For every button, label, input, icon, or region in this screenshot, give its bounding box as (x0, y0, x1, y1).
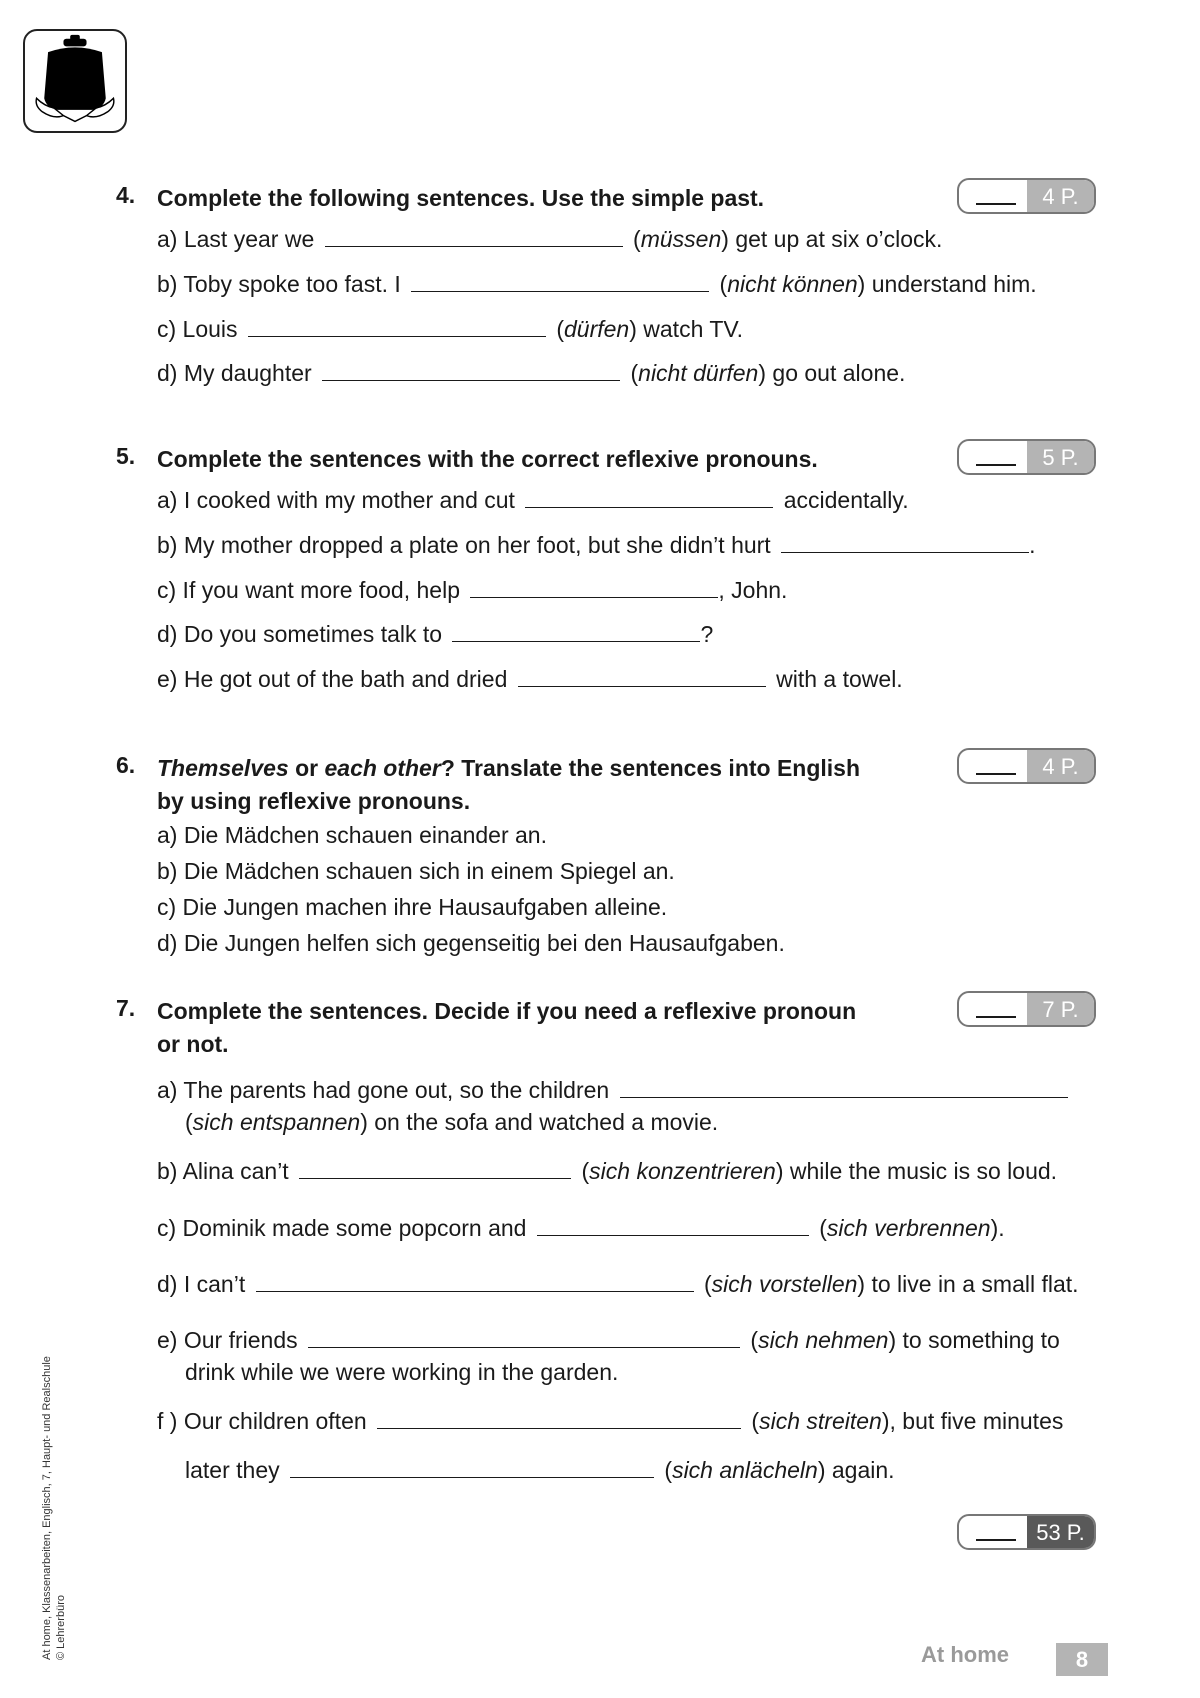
score-points: 4 P. (1027, 750, 1094, 782)
exercise-title: Complete the following sentences. Use the simple past. (157, 185, 765, 211)
item-text: b) Toby spoke too fast. I (157, 271, 401, 297)
exercise-5 (116, 443, 1096, 692)
exercise-header (116, 443, 1096, 476)
item-hint: sich verbrennen (826, 1215, 991, 1241)
score-box[interactable] (957, 991, 1096, 1027)
answer-blank[interactable] (518, 666, 766, 687)
total-score-box[interactable] (957, 1514, 1096, 1550)
item-text: e) Our friends (157, 1327, 298, 1353)
item-text: understand him. (871, 271, 1037, 297)
exercise-item: a) Die Mädchen schauen einander an. (157, 822, 547, 848)
exercise-header (116, 182, 1096, 215)
item-text: a) I cooked with my mother and cut (157, 487, 515, 513)
item-text: watch TV. (643, 316, 744, 342)
score-blank[interactable] (976, 773, 1016, 775)
answer-blank[interactable] (470, 577, 718, 598)
item-text: c) Dominik made some popcorn and (157, 1215, 527, 1241)
item-text: d) Do you sometimes talk to (157, 621, 443, 647)
title-text: or (295, 755, 319, 781)
exercise-title (157, 752, 927, 818)
title-term: Themselves (157, 755, 289, 781)
exercise-item (157, 621, 713, 648)
exercise-header (116, 995, 1096, 1061)
answer-blank[interactable] (377, 1408, 741, 1429)
title-text: by using reflexive pronouns. (157, 788, 471, 814)
item-text: e) He got out of the bath and dried (157, 666, 508, 692)
answer-blank[interactable] (308, 1327, 740, 1348)
exercise-item: c) Die Jungen machen ihre Hausaufgaben alleine. (157, 894, 668, 920)
answer-blank[interactable] (248, 316, 546, 337)
answer-blank[interactable] (290, 1457, 654, 1478)
item-text: to something to (902, 1327, 1060, 1353)
exercise-title: Complete the sentences with the correct reflexive pronouns. (157, 446, 818, 472)
item-text: go out alone. (772, 360, 906, 386)
item-text: to live in a small flat. (871, 1271, 1079, 1297)
item-text: d) My daughter (157, 360, 312, 386)
title-text: Complete the sentences. Decide if you need a reflexive pronoun (157, 998, 857, 1024)
cooking-pot-in-hands-icon (25, 31, 125, 131)
item-text: on the sofa and watched a movie. (374, 1109, 719, 1135)
item-text: c) If you want more food, help (157, 577, 460, 603)
item-text: . (998, 1215, 1005, 1241)
answer-blank[interactable] (525, 487, 773, 508)
item-text: with a towel. (776, 666, 903, 692)
copyright-note (40, 1356, 68, 1660)
publisher-logo (23, 29, 127, 133)
title-text: or not. (157, 1031, 229, 1057)
answer-blank[interactable] (256, 1271, 694, 1292)
score-points: 7 P. (1027, 993, 1094, 1025)
item-text: b) My mother dropped a plate on her foot, but she didn’t hurt (157, 532, 771, 558)
item-hint: sich vorstellen (711, 1271, 858, 1297)
copyright-line: At home, Klassenarbeiten, Englisch, 7, Haupt- und Realschule (41, 1356, 53, 1660)
item-hint: sich anlächeln (672, 1457, 818, 1483)
item-text: later they (185, 1457, 280, 1483)
score-points: 4 P. (1027, 180, 1094, 212)
exercise-number: 5. (116, 443, 136, 469)
item-hint: sich konzentrieren (589, 1158, 776, 1184)
item-text: again. (831, 1457, 895, 1483)
item-text: while the music is so loud. (789, 1158, 1058, 1184)
item-text: b) Alina can’t (157, 1158, 289, 1184)
exercise-item: a) Last year we (müssen) get up at six o’clock. (157, 226, 943, 252)
exercise-item-continued: later they (sich anlächeln) again. (185, 1457, 895, 1483)
copyright-line: © Lehrerbüro (55, 1595, 67, 1660)
exercise-item: d) My daughter (nicht dürfen) go out alone. (157, 360, 906, 386)
exercise-item: c) Louis (dürfen) watch TV. (157, 316, 744, 342)
answer-blank[interactable] (620, 1077, 1068, 1098)
item-text: f ) Our children often (157, 1408, 367, 1434)
exercise-item: b) Die Mädchen schauen sich in einem Spiegel an. (157, 858, 675, 884)
exercise-number: 7. (116, 995, 136, 1021)
score-blank[interactable] (976, 1539, 1016, 1541)
score-points: 5 P. (1027, 441, 1094, 473)
title-text: ? Translate the sentences into English (440, 755, 861, 781)
exercise-item: d) I can’t (sich vorstellen) to live in a small flat. (157, 1271, 1079, 1297)
exercise-item (157, 532, 1035, 559)
answer-blank[interactable] (411, 271, 709, 292)
item-text: get up at six o’clock. (735, 226, 943, 252)
score-blank[interactable] (976, 464, 1016, 466)
title-term: each other (324, 755, 441, 781)
item-text: accidentally. (783, 487, 909, 513)
exercise-item: f ) Our children often (sich streiten), but five minutes (157, 1408, 1064, 1434)
score-box[interactable] (957, 439, 1096, 475)
score-blank[interactable] (976, 1016, 1016, 1018)
answer-blank[interactable] (537, 1215, 809, 1236)
exercise-4 (116, 182, 1096, 386)
item-hint: dürfen (564, 316, 630, 342)
exercise-item: b) Alina can’t (sich konzentrieren) while the music is so loud. (157, 1158, 1058, 1184)
exercise-item-continued: drink while we were working in the garden. (185, 1359, 619, 1385)
score-box[interactable] (957, 748, 1096, 784)
item-text: a) Last year we (157, 226, 315, 252)
item-text: ? (700, 621, 714, 647)
exercise-7 (116, 995, 1096, 1483)
exercise-item: e) Our friends (sich nehmen) to something to (157, 1327, 1060, 1353)
item-text: c) Louis (157, 316, 238, 342)
exercise-6 (116, 752, 1096, 956)
item-hint: müssen (640, 226, 722, 252)
item-hint: sich nehmen (758, 1327, 889, 1353)
score-blank[interactable] (976, 203, 1016, 205)
score-box[interactable] (957, 178, 1096, 214)
exercise-number: 4. (116, 182, 136, 208)
item-hint: nicht können (727, 271, 858, 297)
item-hint: sich entspannen (192, 1109, 361, 1135)
exercise-item (157, 577, 787, 604)
answer-blank[interactable] (325, 226, 623, 247)
exercise-item (157, 666, 903, 693)
item-text: a) The parents had gone out, so the children (157, 1077, 610, 1103)
answer-blank[interactable] (322, 360, 620, 381)
answer-blank[interactable] (452, 621, 700, 642)
item-hint: sich streiten (759, 1408, 882, 1434)
exercise-item-continued: (sich entspannen) on the sofa and watched a movie. (185, 1109, 719, 1135)
item-text: , but five minutes (889, 1408, 1064, 1434)
exercise-header (116, 752, 1096, 818)
exercise-item: b) Toby spoke too fast. I (nicht können) understand him. (157, 271, 1037, 297)
exercise-item: c) Dominik made some popcorn and (sich verbrennen). (157, 1215, 1005, 1241)
item-hint: nicht dürfen (638, 360, 759, 386)
item-text: . (1029, 532, 1036, 558)
answer-blank[interactable] (781, 532, 1029, 553)
exercise-number: 6. (116, 752, 136, 778)
answer-blank[interactable] (299, 1158, 571, 1179)
exercise-item (157, 487, 909, 514)
page-number: 8 (1056, 1643, 1108, 1676)
item-text: d) I can’t (157, 1271, 246, 1297)
footer-unit-label: At home (921, 1642, 1009, 1667)
exercise-title (157, 995, 927, 1061)
exercise-item: d) Die Jungen helfen sich gegenseitig bei den Hausaufgaben. (157, 930, 785, 956)
total-score-points: 53 P. (1027, 1516, 1094, 1548)
item-text: , John. (718, 577, 788, 603)
exercise-item (157, 1077, 1072, 1104)
